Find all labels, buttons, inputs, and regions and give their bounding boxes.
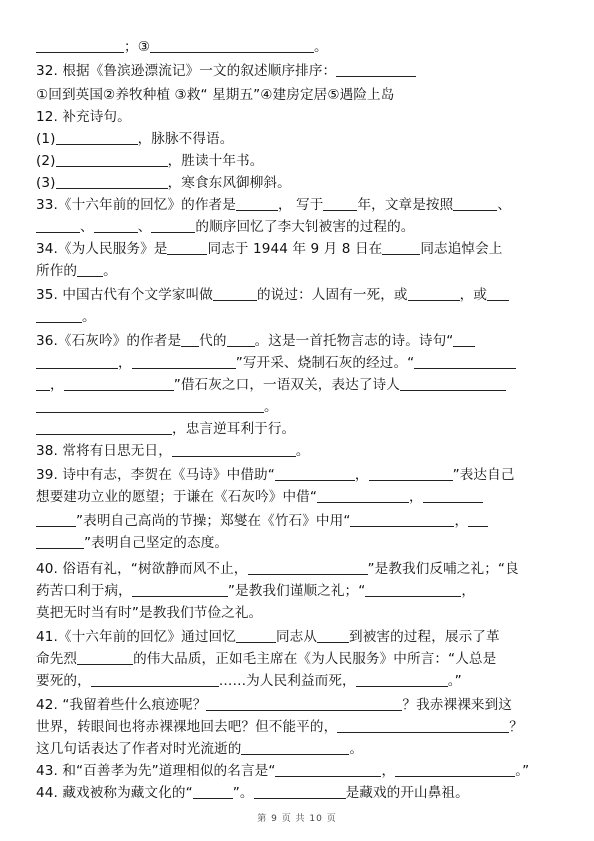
blank[interactable] — [365, 583, 461, 597]
blank[interactable] — [369, 467, 453, 481]
blank[interactable] — [36, 513, 76, 527]
question-32: 32. 根据《鲁滨逊漂流记》一文的叙述顺序排序： — [36, 62, 416, 80]
blank[interactable] — [236, 629, 276, 643]
blank[interactable] — [91, 673, 219, 687]
question-37: ，忠言逆耳利于行。 — [36, 420, 295, 438]
blank[interactable] — [36, 355, 118, 369]
blank[interactable] — [337, 719, 509, 733]
blank[interactable] — [423, 489, 483, 503]
question-35-cont: 。 — [36, 308, 96, 326]
blank[interactable] — [36, 535, 84, 549]
line-answer-continuation: ；③ 。 — [36, 38, 328, 56]
blank[interactable] — [150, 39, 314, 53]
blank[interactable] — [36, 309, 82, 323]
blank[interactable] — [36, 399, 264, 413]
blank[interactable] — [206, 697, 402, 711]
blank[interactable] — [487, 287, 509, 301]
blank[interactable] — [468, 513, 488, 527]
blank[interactable] — [395, 763, 515, 777]
blank[interactable] — [36, 219, 80, 233]
blank[interactable] — [36, 39, 124, 53]
blank[interactable] — [94, 219, 138, 233]
poem-item-3: (3) ，寒食东风御柳斜。 — [36, 175, 291, 191]
blank[interactable] — [248, 561, 368, 575]
blank[interactable] — [317, 629, 349, 643]
blank[interactable] — [167, 241, 207, 255]
blank[interactable] — [172, 443, 296, 457]
question-39-line3: ”表明自己高尚的节操；郑燮在《竹石》中用“ ， — [36, 512, 488, 530]
question-39-line4: ”表明自己坚定的态度。 — [36, 534, 228, 552]
question-33: 33.《十六年前的回忆》的作者是 ， 写于 年，文章是按照 、 — [36, 197, 512, 213]
question-44: 44. 藏戏被称为藏文化的“ ”。 是藏戏的开山鼻祖。 — [36, 785, 469, 801]
page-number-footer: 第 9 页 共 10 页 — [257, 814, 337, 824]
blank[interactable] — [77, 263, 103, 277]
question-36-line3: ， ”借石灰之口，一语双关，表达了诗人 — [36, 376, 506, 394]
blank[interactable] — [453, 197, 497, 211]
question-34-cont: 所作的 。 — [36, 263, 117, 279]
question-36: 36.《石灰吟》的作者是 代的 。这是一首托物言志的诗。诗句“ — [36, 332, 475, 350]
question-40-line3: 莫把无时当有时”是教我们节俭之礼。 — [36, 605, 263, 621]
blank[interactable] — [227, 333, 255, 347]
question-41-line2: 命先烈 的伟大品质，正如毛主席在《为人民服务》中所言：“人总是 — [36, 651, 497, 667]
blank[interactable] — [414, 355, 516, 369]
blank[interactable] — [36, 377, 50, 391]
poem-item-1: (1) ，脉脉不得语。 — [36, 131, 234, 147]
blank[interactable] — [236, 197, 278, 211]
blank[interactable] — [336, 63, 416, 77]
blank[interactable] — [56, 153, 168, 167]
question-42-line3: 这几句话表达了作者对时光流逝的 。 — [36, 741, 364, 757]
blank[interactable] — [382, 241, 420, 255]
blank[interactable] — [181, 333, 199, 347]
question-39: 39. 诗中有志，李贺在《马诗》中借助“ ， ”表达自己 — [36, 467, 515, 483]
blank[interactable] — [56, 131, 138, 145]
question-33-cont: 、 、 的顺序回忆了李大钊被害的过程的。 — [36, 218, 415, 236]
question-43: 43. 和“百善孝为先”道理相似的名言是“ ， 。” — [36, 763, 530, 779]
question-36-line4: 。 — [36, 398, 278, 416]
blank[interactable] — [254, 785, 346, 799]
blank[interactable] — [400, 377, 506, 391]
blank[interactable] — [275, 763, 381, 777]
question-35: 35. 中国古代有个文学家叫做 的说过：人固有一死，或 ，或 — [36, 286, 509, 304]
blank[interactable] — [317, 489, 409, 503]
blank[interactable] — [453, 333, 475, 347]
question-34: 34.《为人民服务》是 同志于 1944 年 9 月 8 日在 同志追悼会上 — [36, 241, 503, 257]
blank[interactable] — [350, 513, 454, 527]
blank[interactable] — [323, 197, 357, 211]
blank[interactable] — [132, 583, 228, 597]
blank[interactable] — [241, 741, 349, 755]
poem-item-2: (2) ，胜读十年书。 — [36, 153, 264, 169]
blank[interactable] — [56, 175, 168, 189]
blank[interactable] — [64, 377, 174, 391]
blank[interactable] — [356, 673, 448, 687]
blank[interactable] — [408, 287, 460, 301]
blank[interactable] — [132, 355, 236, 369]
question-38: 38. 常将有日思无日， 。 — [36, 443, 310, 459]
question-42: 42. “我留着些什么痕迹呢？ ？我赤裸裸来到这 — [36, 697, 512, 713]
question-39-line2: 想要建功立业的愿望；于谦在《石灰吟》中借“ ， — [36, 488, 483, 506]
question-40: 40. 俗语有礼，“树欲静而风不止， ”是教我们反哺之礼；“良 — [36, 561, 519, 577]
question-32-options: ①回到英国②养牧种植 ③救“ 星期五”④建房定居⑤遇险上岛 — [36, 87, 395, 103]
question-40-line2: 药苦口利于病， ”是教我们谨顺之礼；“ ， — [36, 583, 476, 599]
question-12-heading: 12. 补充诗句。 — [36, 109, 131, 125]
question-41: 41.《十六年前的回忆》通过回忆 同志从 到被害的过程，展示了革 — [36, 629, 500, 645]
blank[interactable] — [275, 467, 355, 481]
question-36-line2: ， ”写开采、烧制石灰的经过。“ — [36, 354, 516, 372]
blank[interactable] — [36, 421, 172, 435]
question-42-line2: 世界，转眼间也将赤裸裸地回去吧？但不能平的， ？ — [36, 719, 523, 735]
blank[interactable] — [213, 287, 257, 301]
blank[interactable] — [193, 785, 233, 799]
question-41-line3: 要死的， ……为人民利益而死， 。” — [36, 673, 462, 689]
blank[interactable] — [77, 651, 133, 665]
blank[interactable] — [151, 219, 195, 233]
